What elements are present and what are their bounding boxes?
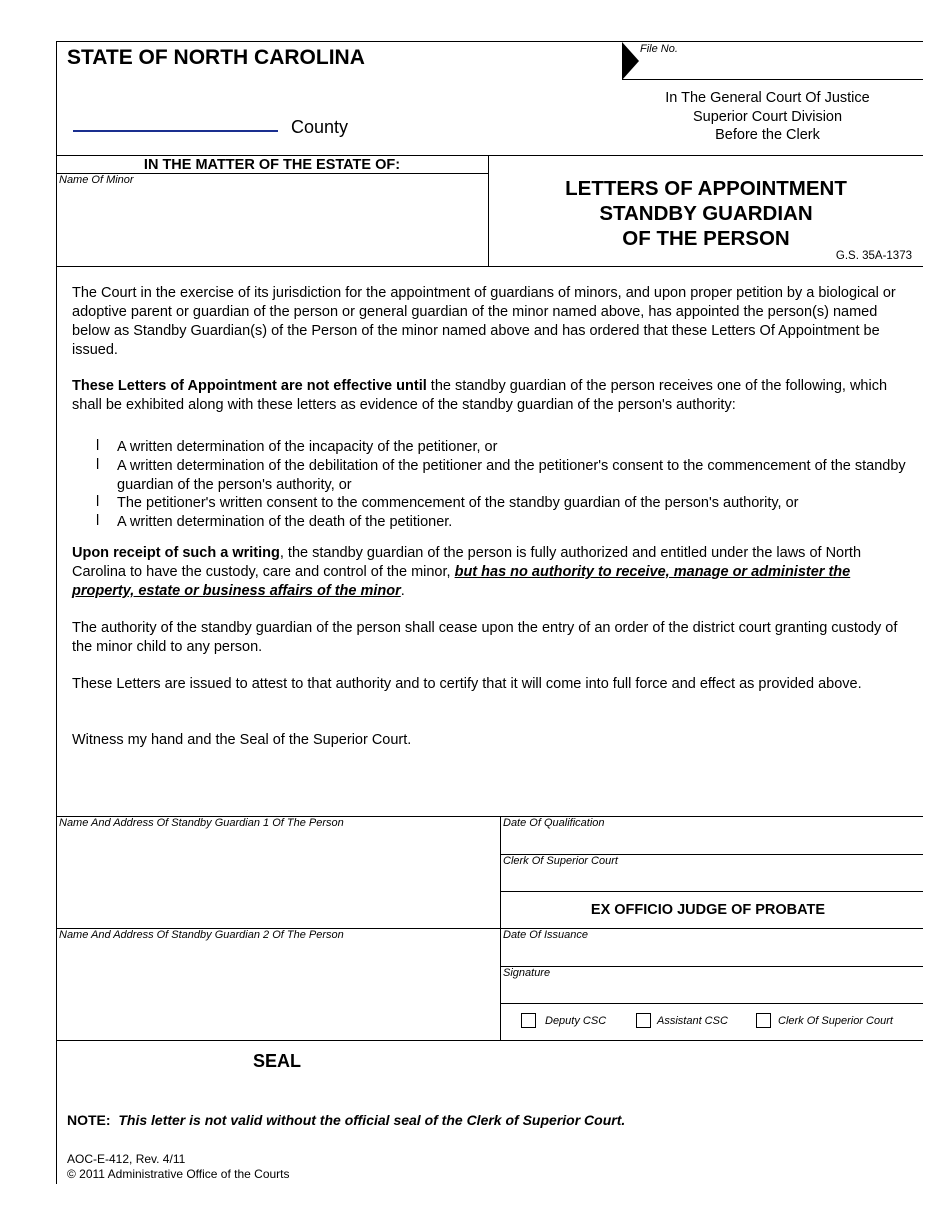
title-bottom-border (56, 266, 923, 267)
court-line-3: Before the Clerk (715, 127, 820, 143)
judge-title: EX OFFICIO JUDGE OF PROBATE (590, 902, 826, 918)
bullet-1: A written determination of the incapacity of the petitioner, or (117, 439, 498, 455)
name-of-minor-field[interactable] (57, 189, 487, 265)
paragraph-2 (72, 377, 912, 415)
note-label: NOTE: (67, 1112, 111, 1128)
title-line-3: OF THE PERSON (622, 227, 790, 250)
court-line-2: Superior Court Division (692, 108, 843, 125)
assistant-csc-checkbox[interactable] (636, 1013, 651, 1028)
deputy-csc-label: Deputy CSC (545, 1015, 607, 1027)
matter-top-border (56, 155, 923, 156)
title-line-2: STANDBY GUARDIAN (599, 202, 813, 225)
clerk-of-superior-court-checkbox[interactable] (756, 1013, 771, 1028)
court-line-1: In The General Court Of Justice (665, 90, 870, 106)
copyright: © 2011 Administrative Office of the Courts (67, 1167, 290, 1181)
paragraph-3 (72, 544, 912, 601)
guardian-2-field[interactable] (57, 944, 499, 1039)
paragraph-3-text: , the standby guardian of the person is fully authorized and entitled under the laws of North Carolina to have the custody, care and control of the minor, (72, 545, 862, 580)
paragraph-3-emphasis: but has no authority to receive, manage or administer the property, estate or business affairs of the minor (72, 564, 851, 599)
top-border (56, 41, 923, 42)
clerk-field[interactable] (502, 870, 922, 890)
file-no-arrow-icon (622, 42, 640, 80)
matter-heading: IN THE MATTER OF THE ESTATE OF: (143, 157, 401, 173)
file-no-label: File No. (640, 43, 678, 55)
title-line-1: LETTERS OF APPOINTMENT (565, 177, 847, 200)
date-of-qualification-label: Date Of Qualification (503, 817, 605, 829)
bullet-4: A written determination of the death of the petitioner. (117, 514, 453, 530)
statute-reference: G.S. 35A-1373 (835, 250, 912, 262)
assistant-csc-label: Assistant CSC (657, 1015, 728, 1027)
fields-bottom-border (56, 1040, 923, 1041)
state-title: STATE OF NORTH CAROLINA (67, 46, 365, 69)
judge-bottom-border (56, 928, 923, 929)
signature-bottom-border (500, 1003, 923, 1004)
note-text: This letter is not valid without the official seal of the Clerk of Superior Court. (118, 1112, 626, 1128)
clerk-label: Clerk Of Superior Court (503, 855, 618, 867)
guardian-2-label: Name And Address Of Standby Guardian 2 Of The Person (59, 929, 344, 941)
seal-label: SEAL (253, 1051, 302, 1071)
paragraph-1: The Court in the exercise of its jurisdiction for the appointment of guardians of minors, and upon proper petition by a biological or adoptive parent or guardian of the person or general guardian of the minor named above, has appointed the person(s) named below as Standby Guardian(s) of the Person of the minor named above and has ordered that these Letters Of Appointment be issued. (72, 285, 896, 358)
date-of-qualification-field[interactable] (502, 832, 922, 853)
guardian-1-field[interactable] (57, 832, 499, 927)
bullet-3: The petitioner's written consent to the commencement of the standby guardian of the person's authority, or (117, 495, 799, 511)
paragraph-2-bold: These Letters of Appointment are not effective until (72, 378, 427, 394)
bullet-mark-2: l (96, 457, 100, 473)
bullet-2: A written determination of the debilitation of the petitioner and the petitioner's consent to the commencement of the standby guardian of the person's authority, or (117, 458, 906, 493)
court-lines (610, 89, 925, 145)
signature-label: Signature (503, 967, 551, 979)
form-number: AOC-E-412, Rev. 4/11 (67, 1152, 186, 1166)
county-label: County (291, 117, 349, 137)
paragraph-2-text: the standby guardian of the person receives one of the following, which shall be exhibited along with these letters as evidence of the standby guardian of the person's authority: (72, 378, 888, 413)
name-of-minor-label: Name Of Minor (59, 174, 134, 186)
date-of-issuance-label: Date Of Issuance (503, 929, 588, 941)
paragraph-6: Witness my hand and the Seal of the Superior Court. (72, 732, 412, 748)
deputy-csc-checkbox[interactable] (521, 1013, 536, 1028)
county-field[interactable] (73, 130, 278, 132)
note (67, 1112, 625, 1128)
clerk-bottom-border (500, 891, 923, 892)
file-no-field[interactable] (622, 79, 923, 80)
paragraph-3-end: . (400, 583, 405, 599)
paragraph-4: The authority of the standby guardian of the person shall cease upon the entry of an order of the district court granting custody of the minor child to any person. (72, 620, 898, 655)
clerk-of-superior-court-label: Clerk Of Superior Court (778, 1015, 893, 1027)
document-title (489, 176, 923, 251)
paragraph-5: These Letters are issued to attest to that authority and to certify that it will come into full force and effect as provided above. (72, 676, 862, 692)
issuance-bottom-border (500, 966, 923, 967)
date-of-issuance-field[interactable] (502, 944, 922, 965)
bullet-mark-4: l (96, 513, 100, 529)
bullet-mark-3: l (96, 494, 100, 510)
signature-field[interactable] (502, 982, 922, 1002)
bullet-mark-1: l (96, 438, 100, 454)
guardian-1-label: Name And Address Of Standby Guardian 1 Of The Person (59, 817, 344, 829)
paragraph-3-bold: Upon receipt of such a writing (72, 545, 280, 561)
